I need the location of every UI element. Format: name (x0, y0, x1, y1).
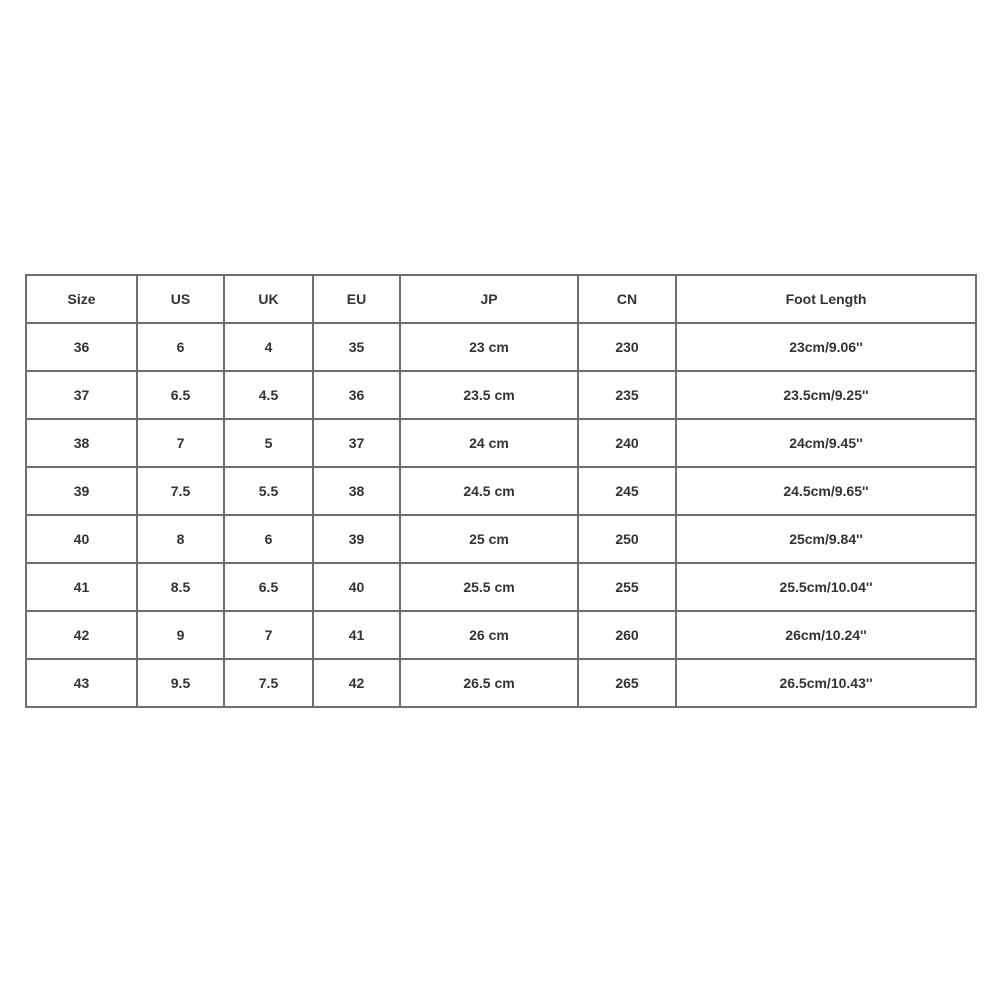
cell-size: 38 (26, 419, 137, 467)
cell-jp: 26.5 cm (400, 659, 578, 707)
cell-cn: 250 (578, 515, 676, 563)
cell-size: 43 (26, 659, 137, 707)
cell-uk: 7 (224, 611, 313, 659)
cell-us: 6 (137, 323, 224, 371)
cell-eu: 37 (313, 419, 400, 467)
cell-us: 9.5 (137, 659, 224, 707)
size-chart-table (25, 274, 977, 708)
cell-jp: 26 cm (400, 611, 578, 659)
cell-size: 39 (26, 467, 137, 515)
cell-jp: 23 cm (400, 323, 578, 371)
table-row (26, 659, 976, 707)
cell-cn: 245 (578, 467, 676, 515)
cell-uk: 6.5 (224, 563, 313, 611)
cell-uk: 4.5 (224, 371, 313, 419)
cell-us: 6.5 (137, 371, 224, 419)
cell-us: 8 (137, 515, 224, 563)
cell-foot-length: 23cm/9.06'' (676, 323, 976, 371)
cell-eu: 39 (313, 515, 400, 563)
header-size: Size (26, 275, 137, 323)
table-row (26, 419, 976, 467)
cell-jp: 25 cm (400, 515, 578, 563)
cell-uk: 6 (224, 515, 313, 563)
cell-eu: 35 (313, 323, 400, 371)
cell-cn: 230 (578, 323, 676, 371)
cell-cn: 240 (578, 419, 676, 467)
cell-size: 36 (26, 323, 137, 371)
cell-eu: 38 (313, 467, 400, 515)
cell-cn: 260 (578, 611, 676, 659)
table-row (26, 371, 976, 419)
header-foot-length: Foot Length (676, 275, 976, 323)
cell-eu: 42 (313, 659, 400, 707)
cell-foot-length: 25.5cm/10.04'' (676, 563, 976, 611)
cell-size: 40 (26, 515, 137, 563)
table-row (26, 515, 976, 563)
cell-foot-length: 26.5cm/10.43'' (676, 659, 976, 707)
header-eu: EU (313, 275, 400, 323)
header-us: US (137, 275, 224, 323)
cell-uk: 5.5 (224, 467, 313, 515)
cell-eu: 40 (313, 563, 400, 611)
cell-us: 7.5 (137, 467, 224, 515)
cell-size: 37 (26, 371, 137, 419)
header-uk: UK (224, 275, 313, 323)
cell-us: 9 (137, 611, 224, 659)
cell-uk: 5 (224, 419, 313, 467)
cell-foot-length: 24.5cm/9.65'' (676, 467, 976, 515)
table-header-row (26, 275, 976, 323)
cell-foot-length: 24cm/9.45'' (676, 419, 976, 467)
cell-us: 7 (137, 419, 224, 467)
cell-cn: 265 (578, 659, 676, 707)
header-cn: CN (578, 275, 676, 323)
cell-foot-length: 26cm/10.24'' (676, 611, 976, 659)
table-row (26, 611, 976, 659)
cell-cn: 255 (578, 563, 676, 611)
cell-us: 8.5 (137, 563, 224, 611)
cell-eu: 41 (313, 611, 400, 659)
cell-jp: 23.5 cm (400, 371, 578, 419)
cell-eu: 36 (313, 371, 400, 419)
cell-size: 42 (26, 611, 137, 659)
cell-foot-length: 23.5cm/9.25'' (676, 371, 976, 419)
cell-foot-length: 25cm/9.84'' (676, 515, 976, 563)
cell-size: 41 (26, 563, 137, 611)
cell-jp: 24 cm (400, 419, 578, 467)
table-row (26, 323, 976, 371)
cell-jp: 24.5 cm (400, 467, 578, 515)
table-row (26, 563, 976, 611)
cell-cn: 235 (578, 371, 676, 419)
cell-uk: 4 (224, 323, 313, 371)
cell-uk: 7.5 (224, 659, 313, 707)
cell-jp: 25.5 cm (400, 563, 578, 611)
header-jp: JP (400, 275, 578, 323)
table-row (26, 467, 976, 515)
